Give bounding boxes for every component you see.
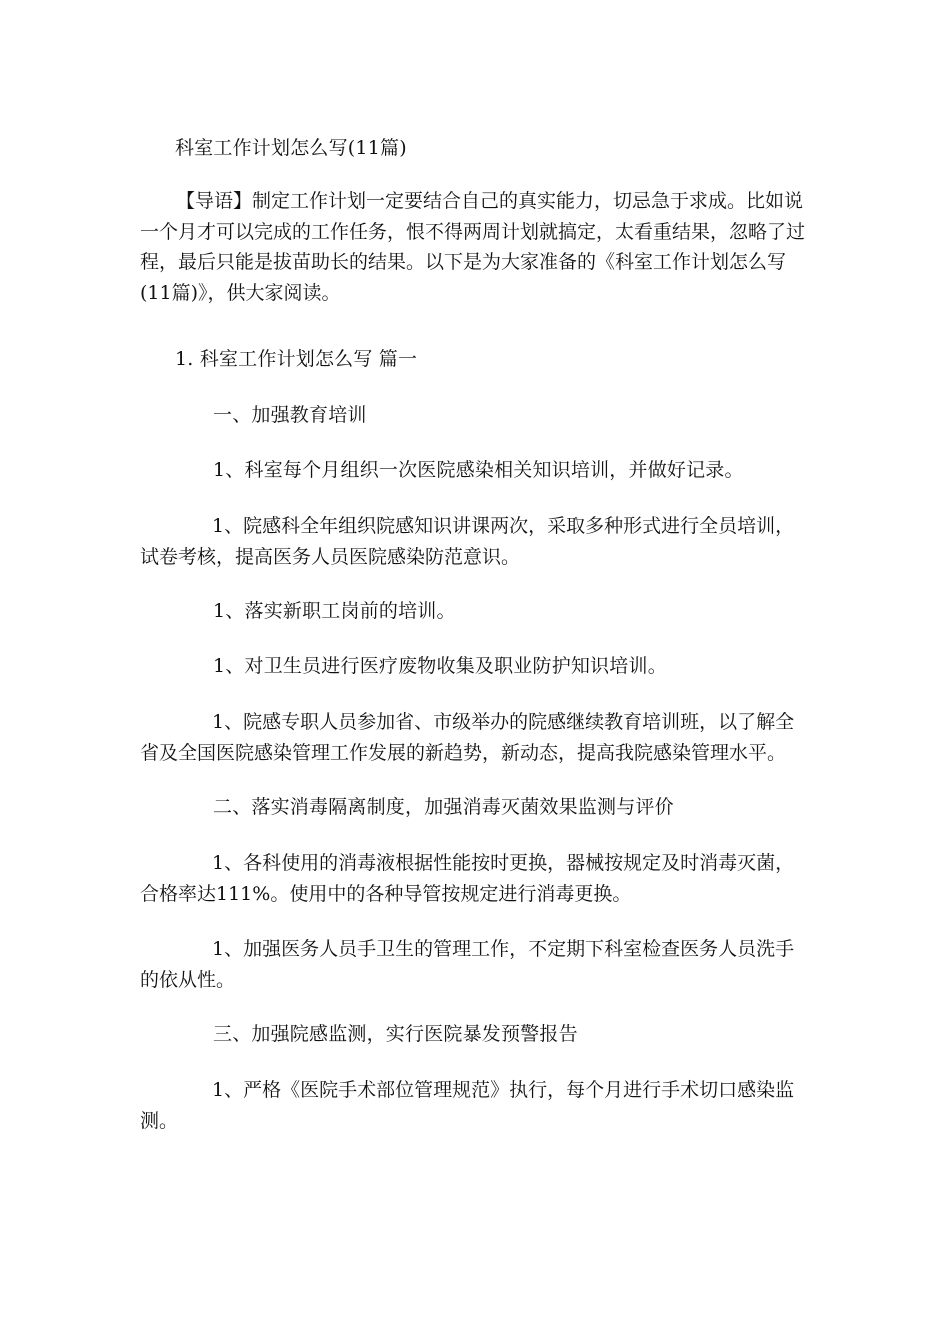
list-item: 1、严格《医院手术部位管理规范》执行，每个月进行手术切口感染监 测。 — [140, 1079, 795, 1132]
intro-line: 【导语】制定工作计划一定要结合自己的真实能力，切忌急于求成。比如说 — [176, 190, 804, 212]
intro-paragraph — [140, 186, 816, 308]
list-item: 1、加强医务人员手卫生的管理工作，不定期下科室检查医务人员洗手 的依从性。 — [140, 938, 795, 991]
intro-line: 程，最后只能是拔苗助长的结果。以下是为大家准备的《科室工作计划怎么写 — [140, 251, 787, 273]
section-heading: 1. 科室工作计划怎么写 篇一 — [175, 348, 418, 370]
list-item: 1、科室每个月组织一次医院感染相关知识培训，并做好记录。 — [213, 459, 744, 481]
intro-line: 一个月才可以完成的工作任务，恨不得两周计划就搞定，太看重结果，忽略了过 — [140, 220, 806, 243]
list-item: 1、落实新职工岗前的培训。 — [213, 600, 456, 622]
list-item: 1、院感科全年组织院感知识讲课两次，采取多种形式进行全员培训， 试卷考核，提高医务人员医院感染防范意识。 — [140, 515, 795, 568]
subheading-3: 三、加强院感监测，实行医院暴发预警报告 — [213, 1023, 578, 1045]
list-item: 1、各科使用的消毒液根据性能按时更换，器械按规定及时消毒灭菌， 合格率达111%。使用中的各种导管按规定进行消毒更换。 — [140, 852, 795, 905]
list-item: 1、院感专职人员参加省、市级举办的院感继续教育培训班，以了解全 省及全国医院感染管理工作发展的新趋势，新动态，提高我院感染管理水平。 — [140, 711, 795, 764]
subheading-2: 二、落实消毒隔离制度，加强消毒灭菌效果监测与评价 — [213, 796, 674, 818]
subheading-1: 一、加强教育培训 — [213, 404, 367, 426]
list-item: 1、对卫生员进行医疗废物收集及职业防护知识培训。 — [213, 655, 667, 677]
intro-line: (11篇)》，供大家阅读。 — [140, 281, 341, 304]
document-title: 科室工作计划怎么写(11篇) — [175, 137, 407, 159]
